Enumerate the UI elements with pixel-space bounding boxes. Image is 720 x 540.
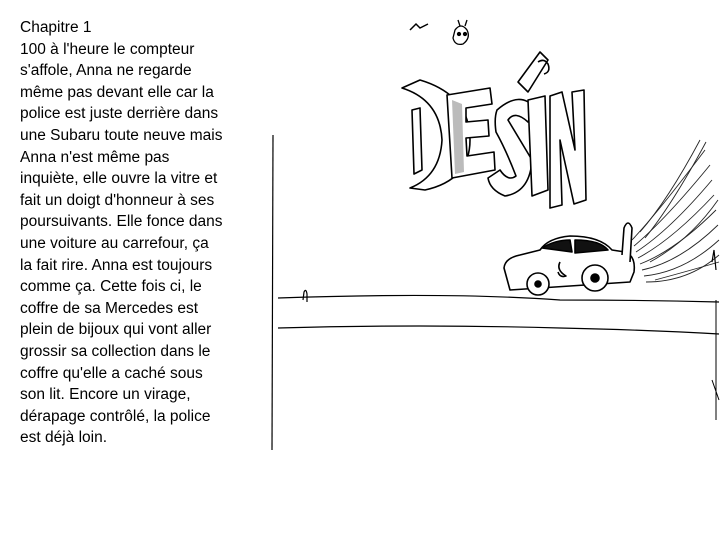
story-line: son lit. Encore un virage,: [20, 386, 191, 404]
story-line: Anna n'est même pas: [20, 148, 170, 166]
sketch-drawing: [268, 0, 720, 540]
road-post: [303, 290, 307, 302]
story-line: coffre qu'elle a caché sous: [20, 364, 203, 382]
story-line: s'affole, Anna ne regarde: [20, 62, 192, 80]
chapter-title: Chapitre 1: [20, 19, 92, 36]
story-line: une voiture au carrefour, ça: [20, 234, 209, 252]
story-line: 100 à l'heure le compteur: [20, 40, 195, 58]
story-line: fait un doigt d'honneur à ses: [20, 191, 215, 209]
story-line: police est juste derrière dans: [20, 105, 219, 123]
road-line: [278, 295, 719, 302]
small-creature-doodle: [453, 20, 468, 44]
story-line: inquiète, elle ouvre la vitre et: [20, 170, 218, 188]
right-edge-lines: [712, 300, 719, 420]
car-drawing: [504, 223, 634, 295]
drawing-border-line: [272, 135, 273, 450]
story-line: dérapage contrôlé, la police: [20, 407, 211, 425]
story-line: grossir sa collection dans le: [20, 342, 211, 360]
story-line: poursuivants. Elle fonce dans: [20, 213, 223, 231]
story-line: plein de bijoux qui vont aller: [20, 321, 212, 339]
right-post: [712, 250, 716, 270]
graffiti-letters: [402, 52, 586, 208]
scribble-mark: [410, 24, 428, 30]
story-text: [20, 17, 265, 449]
story-line: est déjà loin.: [20, 429, 108, 447]
road-line: [278, 326, 719, 334]
story-line: une Subaru toute neuve mais: [20, 126, 223, 144]
story-line: comme ça. Cette fois ci, le: [20, 278, 202, 296]
smoke-trail: [632, 140, 719, 282]
story-line: la fait rire. Anna est toujours: [20, 256, 213, 274]
story-line: même pas devant elle car la: [20, 83, 214, 101]
story-line: coffre de sa Mercedes est: [20, 299, 199, 317]
